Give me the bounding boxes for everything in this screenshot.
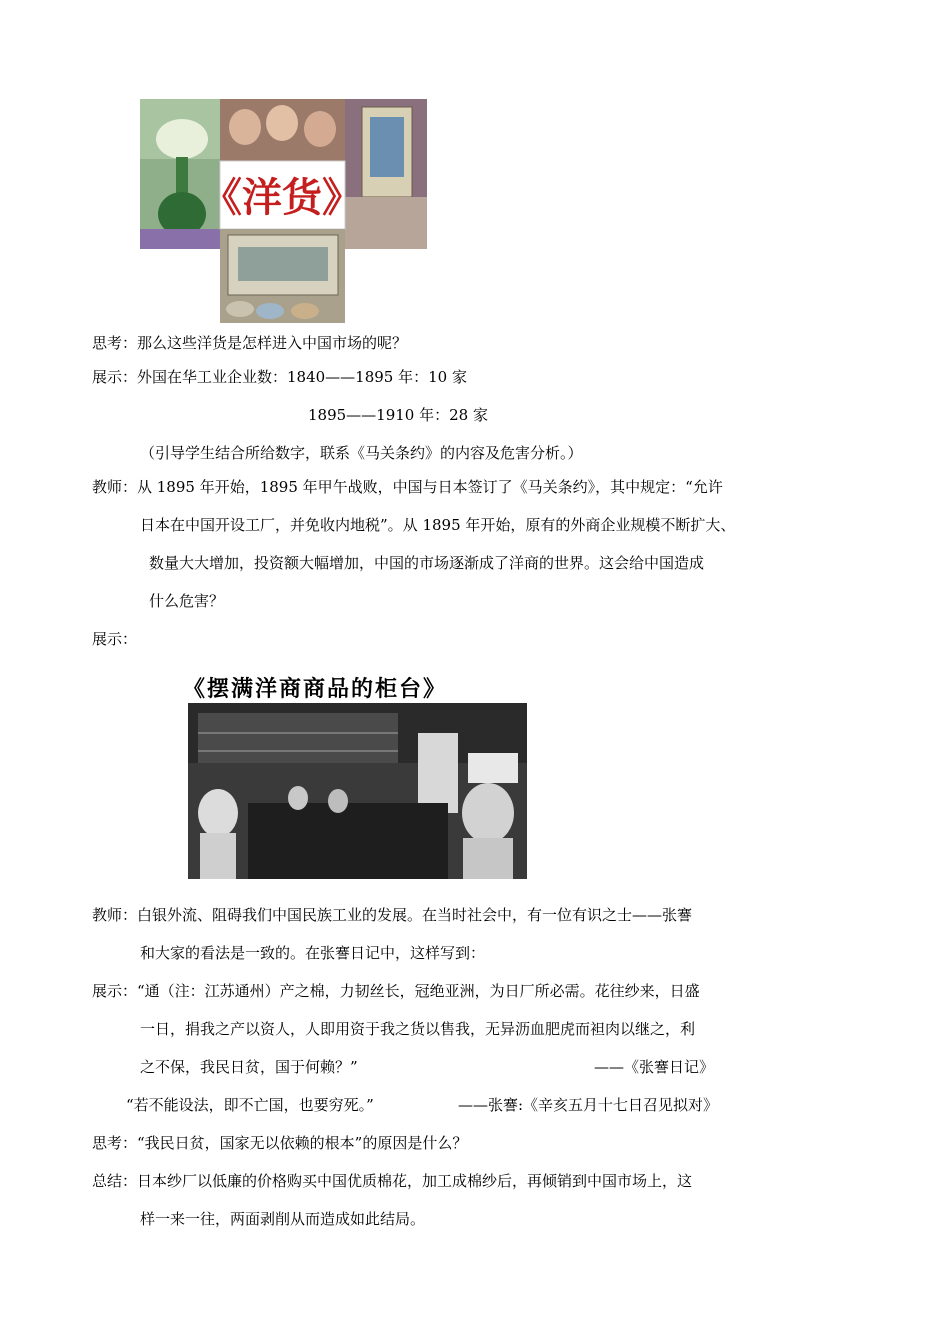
quote-line-3: 之不保，我民日贫，国于何赖？” <box>140 1058 358 1076</box>
think-question-2: 思考：“我民日贫，国家无以依赖的根本”的原因是什么？ <box>92 1134 468 1152</box>
teacher-para-1-line-3: 数量大大增加，投资额大幅增加，中国的市场逐渐成了洋商的世界。这会给中国造成 <box>149 554 705 572</box>
show-stat-1: 展示：外国在华工业企业数：1840——1895 年：10 家 <box>92 368 467 386</box>
quote-source-2: ——张謇:《辛亥五月十七日召见拟对》 <box>458 1096 719 1114</box>
counter-photo <box>188 703 527 879</box>
show-stat-2: 1895——1910 年：28 家 <box>308 406 488 424</box>
show-label-2: 展示： <box>92 630 138 648</box>
teacher-para-1-line-4: 什么危害？ <box>149 592 225 610</box>
photo-title: 《摆满洋商商品的柜台》 <box>183 676 448 702</box>
collage-label: 《洋货》 <box>202 175 362 221</box>
guide-note: （引导学生结合所给数字，联系《马关条约》的内容及危害分析。） <box>140 444 583 462</box>
quote-source-1: ——《张謇日记》 <box>594 1058 715 1076</box>
quote-line-1: 展示：“通（注：江苏通州）产之棉，力韧丝长，冠绝亚洲，为日厂所必需。花往纱来，日盛 <box>92 982 700 1000</box>
summary-line-1: 总结：日本纱厂以低廉的价格购买中国优质棉花，加工成棉纱后，再倾销到中国市场上，这 <box>92 1172 693 1190</box>
think-question-1: 思考：那么这些洋货是怎样进入中国市场的呢？ <box>92 334 408 352</box>
quote-2: “若不能设法，即不亡国，也要穷死。” <box>126 1096 374 1114</box>
teacher-para-1-line-1: 教师：从 1895 年开始，1895 年甲午战败，中国与日本签订了《马关条约》，其中规定：“允许 <box>92 478 723 496</box>
summary-line-2: 样一来一往，两面剥削从而造成如此结局。 <box>140 1210 426 1228</box>
teacher-para-2-line-2: 和大家的看法是一致的。在张謇日记中，这样写到： <box>140 944 486 962</box>
quote-line-2: 一日，捐我之产以资人，人即用资于我之货以售我，无异沥血肥虎而袒肉以继之，利 <box>140 1020 696 1038</box>
foreign-goods-collage <box>140 99 427 323</box>
teacher-para-1-line-2: 日本在中国开设工厂，并免收内地税”。从 1895 年开始，原有的外商企业规模不断扩大、 <box>140 516 736 534</box>
teacher-para-2-line-1: 教师：白银外流、阻碍我们中国民族工业的发展。在当时社会中，有一位有识之士——张謇 <box>92 906 693 924</box>
